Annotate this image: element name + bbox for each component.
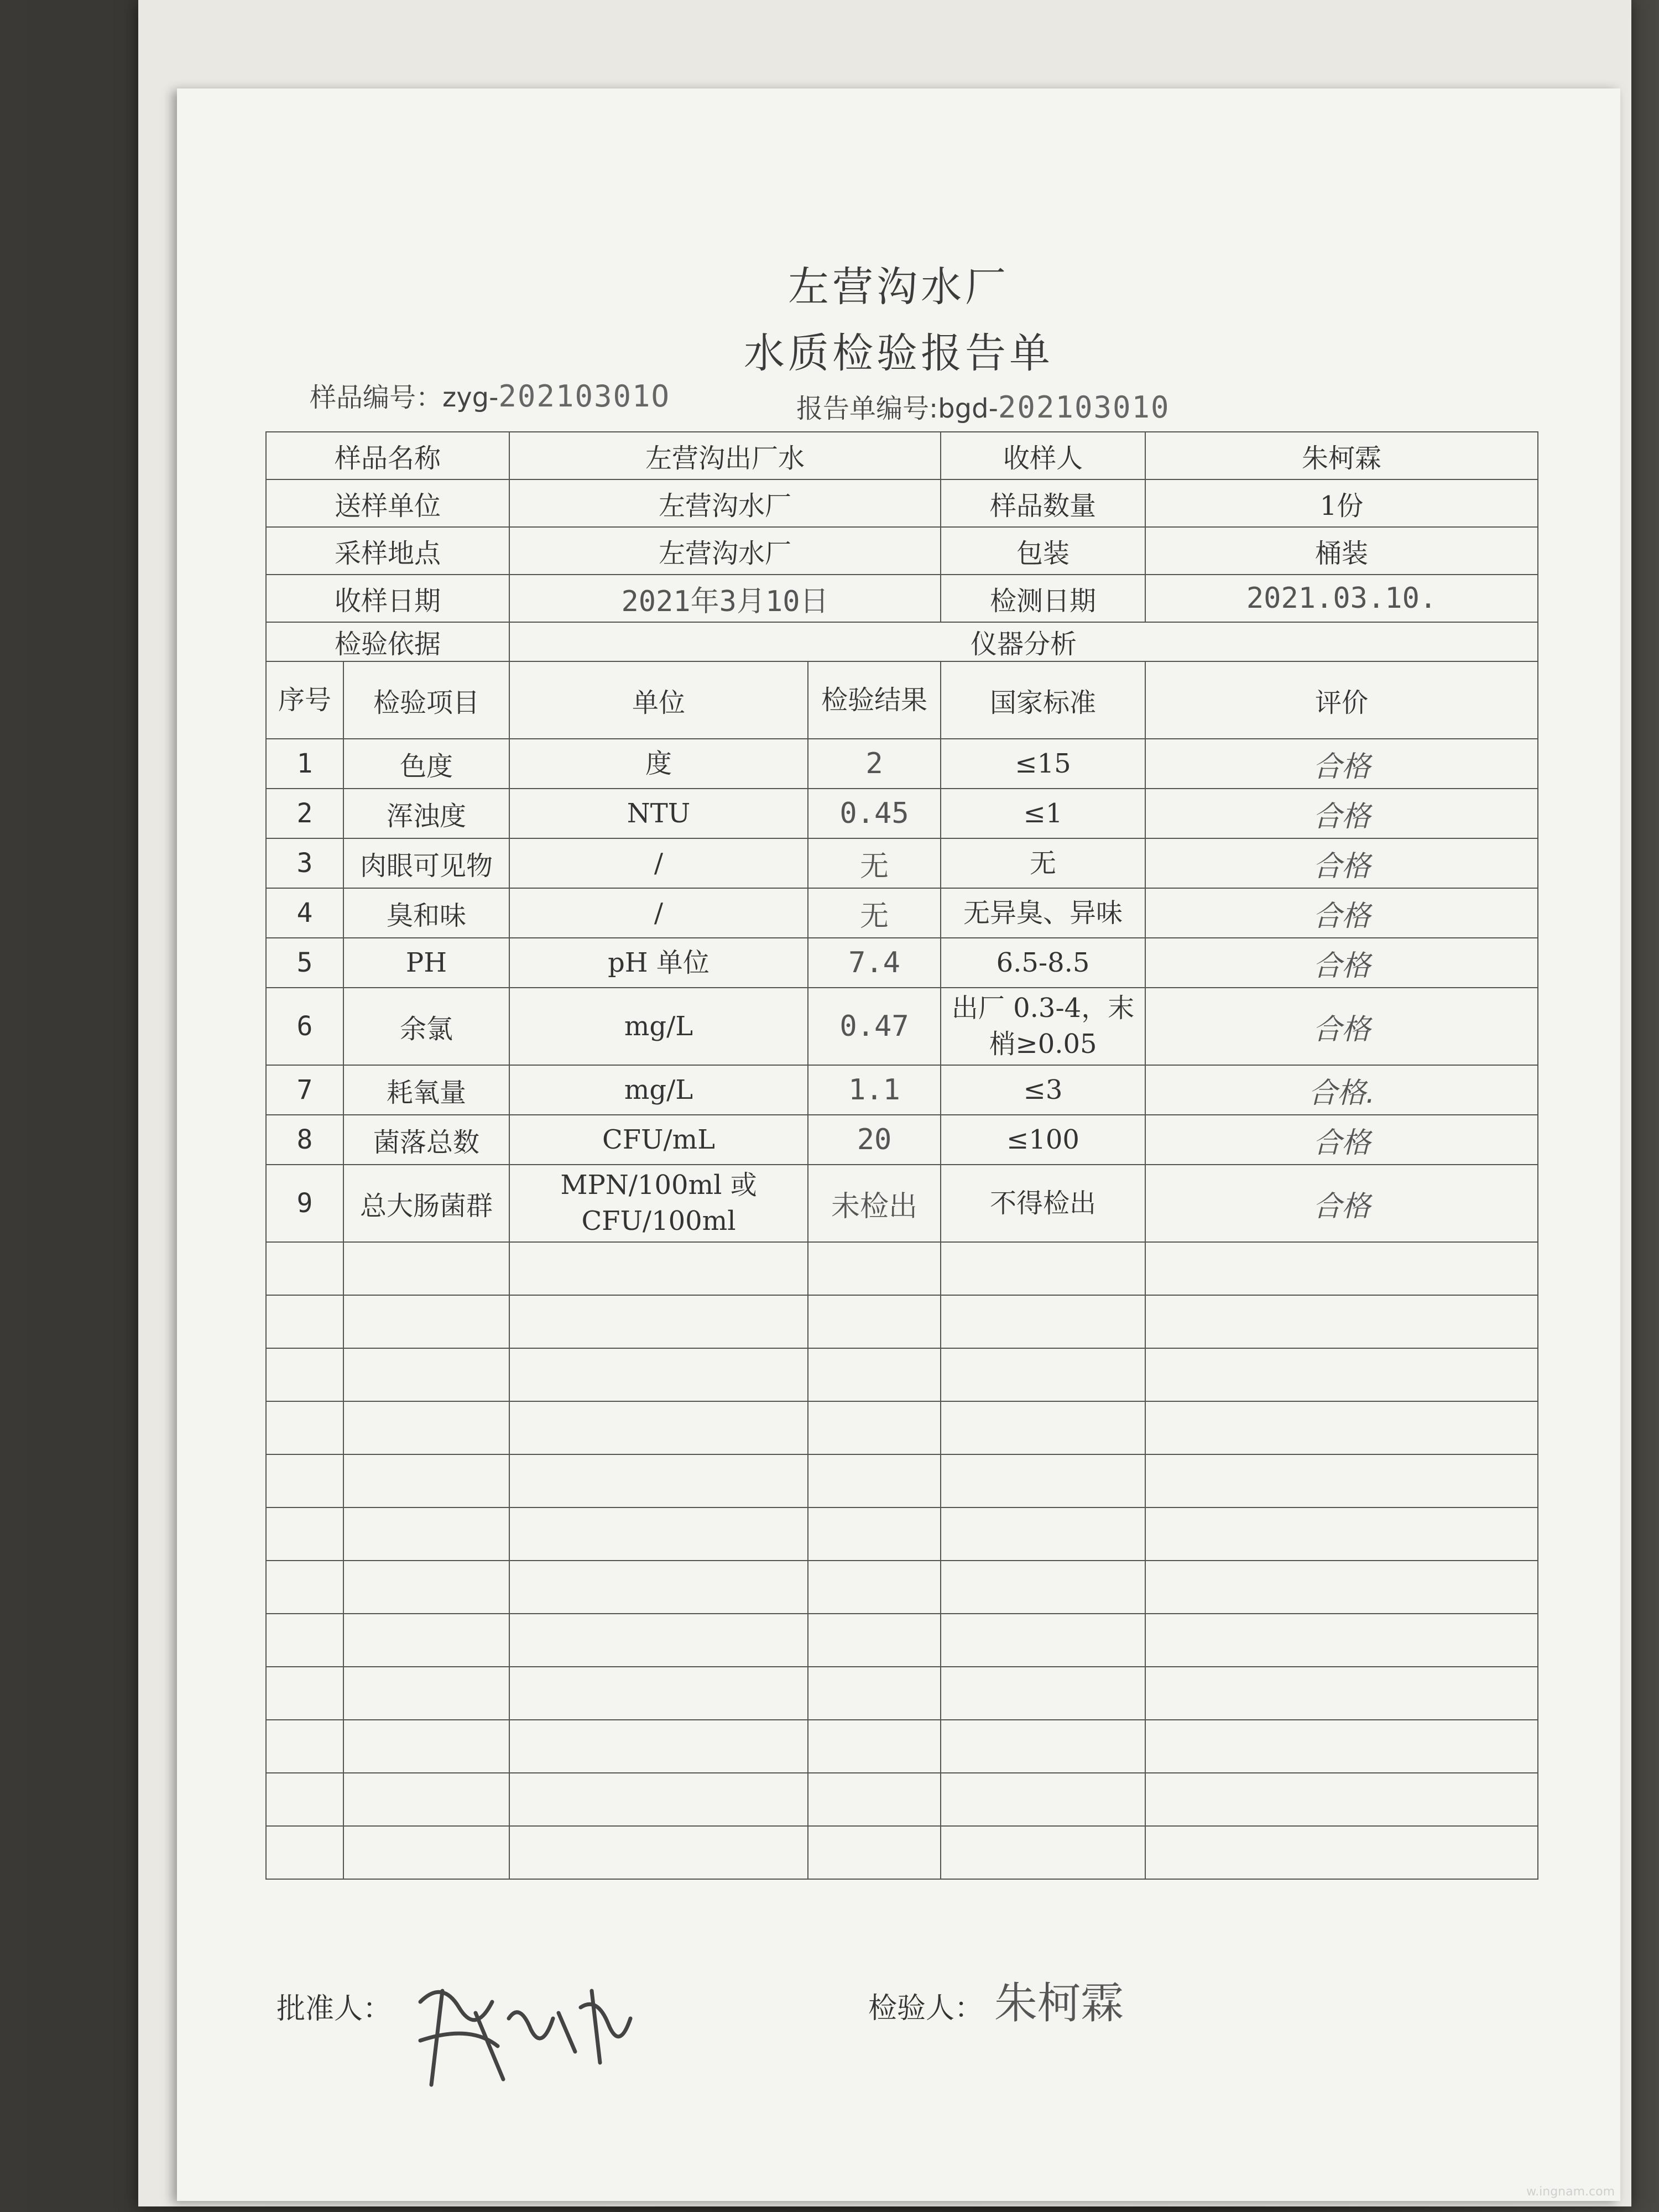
- report-number-value: 202103010: [998, 390, 1170, 425]
- empty-cell: [266, 1401, 343, 1454]
- approver-signature: [409, 1969, 641, 2096]
- empty-cell: [343, 1614, 509, 1667]
- row-evaluation: 合格: [1145, 789, 1538, 838]
- row-item: PH: [343, 938, 509, 988]
- row-standard: ≤3: [941, 1065, 1145, 1115]
- row-standard: 无异臭、异味: [941, 888, 1145, 938]
- empty-cell: [343, 1348, 509, 1401]
- sample-number-label: 样品编号：zyg-: [310, 382, 499, 413]
- row-evaluation: 合格: [1145, 888, 1538, 938]
- info-value: 2021.03.10.: [1145, 575, 1538, 622]
- info-label: 送样单位: [266, 479, 509, 527]
- inspector-signature: 朱柯霖: [994, 1979, 1124, 2028]
- row-evaluation: 合格: [1145, 1165, 1538, 1242]
- empty-cell: [941, 1667, 1145, 1720]
- info-label: 样品数量: [941, 479, 1145, 527]
- empty-cell: [343, 1295, 509, 1348]
- row-item: 余氯: [343, 988, 509, 1065]
- info-value: 左营沟出厂水: [509, 432, 941, 479]
- empty-cell: [941, 1773, 1145, 1826]
- empty-cell: [509, 1614, 808, 1667]
- empty-cell: [266, 1242, 343, 1295]
- empty-cell: [1145, 1561, 1538, 1614]
- empty-table-row: [266, 1667, 1538, 1720]
- report-sheet: [177, 88, 1620, 2201]
- empty-cell: [808, 1667, 941, 1720]
- row-unit: CFU/mL: [509, 1115, 808, 1165]
- empty-table-row: [266, 1720, 1538, 1773]
- row-evaluation: 合格: [1145, 838, 1538, 888]
- row-unit: /: [509, 888, 808, 938]
- empty-cell: [808, 1454, 941, 1507]
- info-label: 收样人: [941, 432, 1145, 479]
- row-standard: ≤15: [941, 739, 1145, 789]
- col-result-header: 检验结果: [808, 661, 941, 739]
- empty-cell: [266, 1826, 343, 1879]
- empty-cell: [808, 1507, 941, 1561]
- empty-table-row: [266, 1454, 1538, 1507]
- row-unit: 度: [509, 739, 808, 789]
- empty-cell: [509, 1507, 808, 1561]
- table-row: [266, 1115, 1538, 1165]
- row-seq: 4: [266, 888, 343, 938]
- info-row: [266, 432, 1538, 479]
- info-label: 检验依据: [266, 622, 509, 661]
- row-result: 无: [808, 838, 941, 888]
- empty-cell: [808, 1720, 941, 1773]
- column-header-row: [266, 661, 1538, 739]
- row-evaluation: 合格: [1145, 1115, 1538, 1165]
- empty-cell: [941, 1242, 1145, 1295]
- row-item: 臭和味: [343, 888, 509, 938]
- sample-number: [310, 376, 670, 414]
- empty-cell: [343, 1773, 509, 1826]
- row-item: 菌落总数: [343, 1115, 509, 1165]
- empty-cell: [1145, 1507, 1538, 1561]
- info-value: 朱柯霖: [1145, 432, 1538, 479]
- empty-cell: [941, 1561, 1145, 1614]
- empty-cell: [509, 1720, 808, 1773]
- empty-cell: [509, 1561, 808, 1614]
- empty-cell: [941, 1614, 1145, 1667]
- empty-cell: [1145, 1295, 1538, 1348]
- table-row: [266, 1165, 1538, 1242]
- empty-cell: [266, 1295, 343, 1348]
- row-item: 浑浊度: [343, 789, 509, 838]
- info-value: 左营沟水厂: [509, 527, 941, 575]
- info-label: 检测日期: [941, 575, 1145, 622]
- row-seq: 1: [266, 739, 343, 789]
- row-unit: MPN/100ml 或 CFU/100ml: [509, 1165, 808, 1242]
- empty-cell: [808, 1295, 941, 1348]
- empty-table-row: [266, 1348, 1538, 1401]
- empty-table-row: [266, 1295, 1538, 1348]
- empty-rows: [266, 1242, 1538, 1879]
- empty-table-row: [266, 1773, 1538, 1826]
- empty-cell: [343, 1667, 509, 1720]
- row-result: 7.4: [808, 938, 941, 988]
- report-number: [796, 387, 1170, 425]
- empty-cell: [509, 1242, 808, 1295]
- row-result: 1.1: [808, 1065, 941, 1115]
- info-row: [266, 479, 1538, 527]
- info-row: [266, 527, 1538, 575]
- empty-cell: [266, 1454, 343, 1507]
- empty-cell: [941, 1401, 1145, 1454]
- approver-label: 批准人：: [276, 1992, 392, 2026]
- table-row: [266, 888, 1538, 938]
- empty-cell: [941, 1454, 1145, 1507]
- table-row: [266, 838, 1538, 888]
- empty-cell: [941, 1826, 1145, 1879]
- col-unit-header: 单位: [509, 661, 808, 739]
- data-rows: [266, 739, 1538, 1242]
- empty-cell: [266, 1720, 343, 1773]
- row-standard: 无: [941, 838, 1145, 888]
- row-seq: 5: [266, 938, 343, 988]
- row-standard: 6.5-8.5: [941, 938, 1145, 988]
- empty-cell: [266, 1348, 343, 1401]
- row-item: 肉眼可见物: [343, 838, 509, 888]
- row-unit: mg/L: [509, 988, 808, 1065]
- empty-cell: [1145, 1348, 1538, 1401]
- inspector-label: 检验人：: [868, 1992, 984, 2025]
- info-row: [266, 575, 1538, 622]
- report-table: [265, 431, 1538, 1880]
- row-unit: NTU: [509, 789, 808, 838]
- row-result: 2: [808, 739, 941, 789]
- empty-cell: [266, 1561, 343, 1614]
- empty-cell: [343, 1454, 509, 1507]
- table-row: [266, 1065, 1538, 1115]
- report-number-label: 报告单编号:bgd-: [796, 393, 998, 424]
- empty-cell: [343, 1561, 509, 1614]
- row-unit: mg/L: [509, 1065, 808, 1115]
- empty-cell: [1145, 1454, 1538, 1507]
- row-result: 0.45: [808, 789, 941, 838]
- empty-cell: [509, 1454, 808, 1507]
- row-standard: ≤1: [941, 789, 1145, 838]
- empty-cell: [266, 1614, 343, 1667]
- info-value: 2021年3月10日: [509, 575, 941, 622]
- row-seq: 9: [266, 1165, 343, 1242]
- empty-table-row: [266, 1507, 1538, 1561]
- info-value: 1份: [1145, 479, 1538, 527]
- empty-cell: [941, 1720, 1145, 1773]
- row-seq: 7: [266, 1065, 343, 1115]
- row-item: 色度: [343, 739, 509, 789]
- empty-table-row: [266, 1614, 1538, 1667]
- col-standard-header: 国家标准: [941, 661, 1145, 739]
- row-seq: 6: [266, 988, 343, 1065]
- info-label: 收样日期: [266, 575, 509, 622]
- empty-cell: [808, 1348, 941, 1401]
- info-label: 样品名称: [266, 432, 509, 479]
- empty-cell: [941, 1295, 1145, 1348]
- report-title: 水质检验报告单: [744, 330, 1053, 377]
- row-evaluation: 合格: [1145, 988, 1538, 1065]
- empty-cell: [343, 1401, 509, 1454]
- inspector: [868, 1969, 1124, 2031]
- empty-cell: [941, 1507, 1145, 1561]
- col-item-header: 检验项目: [343, 661, 509, 739]
- empty-cell: [266, 1507, 343, 1561]
- empty-cell: [343, 1826, 509, 1879]
- info-value: 桶装: [1145, 527, 1538, 575]
- empty-cell: [509, 1773, 808, 1826]
- row-evaluation: 合格: [1145, 938, 1538, 988]
- empty-cell: [343, 1242, 509, 1295]
- row-result: 20: [808, 1115, 941, 1165]
- empty-cell: [509, 1667, 808, 1720]
- watermark-text: w.ingnam.com: [1526, 2185, 1615, 2199]
- empty-cell: [509, 1348, 808, 1401]
- table-row: [266, 789, 1538, 838]
- row-result: 无: [808, 888, 941, 938]
- row-seq: 2: [266, 789, 343, 838]
- row-evaluation: 合格: [1145, 739, 1538, 789]
- empty-table-row: [266, 1826, 1538, 1879]
- empty-cell: [266, 1667, 343, 1720]
- empty-cell: [808, 1401, 941, 1454]
- empty-table-row: [266, 1242, 1538, 1295]
- row-seq: 3: [266, 838, 343, 888]
- empty-cell: [266, 1773, 343, 1826]
- row-seq: 8: [266, 1115, 343, 1165]
- empty-cell: [941, 1348, 1145, 1401]
- info-value: 左营沟水厂: [509, 479, 941, 527]
- empty-cell: [808, 1773, 941, 1826]
- empty-cell: [1145, 1667, 1538, 1720]
- empty-table-row: [266, 1401, 1538, 1454]
- info-row: [266, 622, 1538, 661]
- empty-cell: [509, 1401, 808, 1454]
- info-label: 采样地点: [266, 527, 509, 575]
- table-row: [266, 938, 1538, 988]
- row-item: 耗氧量: [343, 1065, 509, 1115]
- empty-cell: [343, 1507, 509, 1561]
- empty-cell: [808, 1614, 941, 1667]
- empty-cell: [509, 1295, 808, 1348]
- plant-title: 左营沟水厂: [788, 263, 1009, 311]
- empty-table-row: [266, 1561, 1538, 1614]
- empty-cell: [808, 1826, 941, 1879]
- table-row: [266, 739, 1538, 789]
- row-unit: pH 单位: [509, 938, 808, 988]
- empty-cell: [808, 1561, 941, 1614]
- row-evaluation: 合格.: [1145, 1065, 1538, 1115]
- empty-cell: [1145, 1720, 1538, 1773]
- row-result: 0.47: [808, 988, 941, 1065]
- col-seq-header: 序号: [266, 661, 343, 739]
- sample-number-value: 20210301O: [498, 379, 671, 414]
- empty-cell: [1145, 1826, 1538, 1879]
- table-row: [266, 988, 1538, 1065]
- info-value: 仪器分析: [509, 622, 1538, 661]
- row-item: 总大肠菌群: [343, 1165, 509, 1242]
- row-unit: /: [509, 838, 808, 888]
- empty-cell: [1145, 1773, 1538, 1826]
- empty-cell: [1145, 1242, 1538, 1295]
- empty-cell: [808, 1242, 941, 1295]
- empty-cell: [1145, 1614, 1538, 1667]
- row-result: 未检出: [808, 1165, 941, 1242]
- row-standard: ≤100: [941, 1115, 1145, 1165]
- info-label: 包装: [941, 527, 1145, 575]
- col-evaluation-header: 评价: [1145, 661, 1538, 739]
- empty-cell: [1145, 1401, 1538, 1454]
- row-standard: 出厂 0.3-4，末梢≥0.05: [941, 988, 1145, 1065]
- empty-cell: [509, 1826, 808, 1879]
- empty-cell: [343, 1720, 509, 1773]
- row-standard: 不得检出: [941, 1165, 1145, 1242]
